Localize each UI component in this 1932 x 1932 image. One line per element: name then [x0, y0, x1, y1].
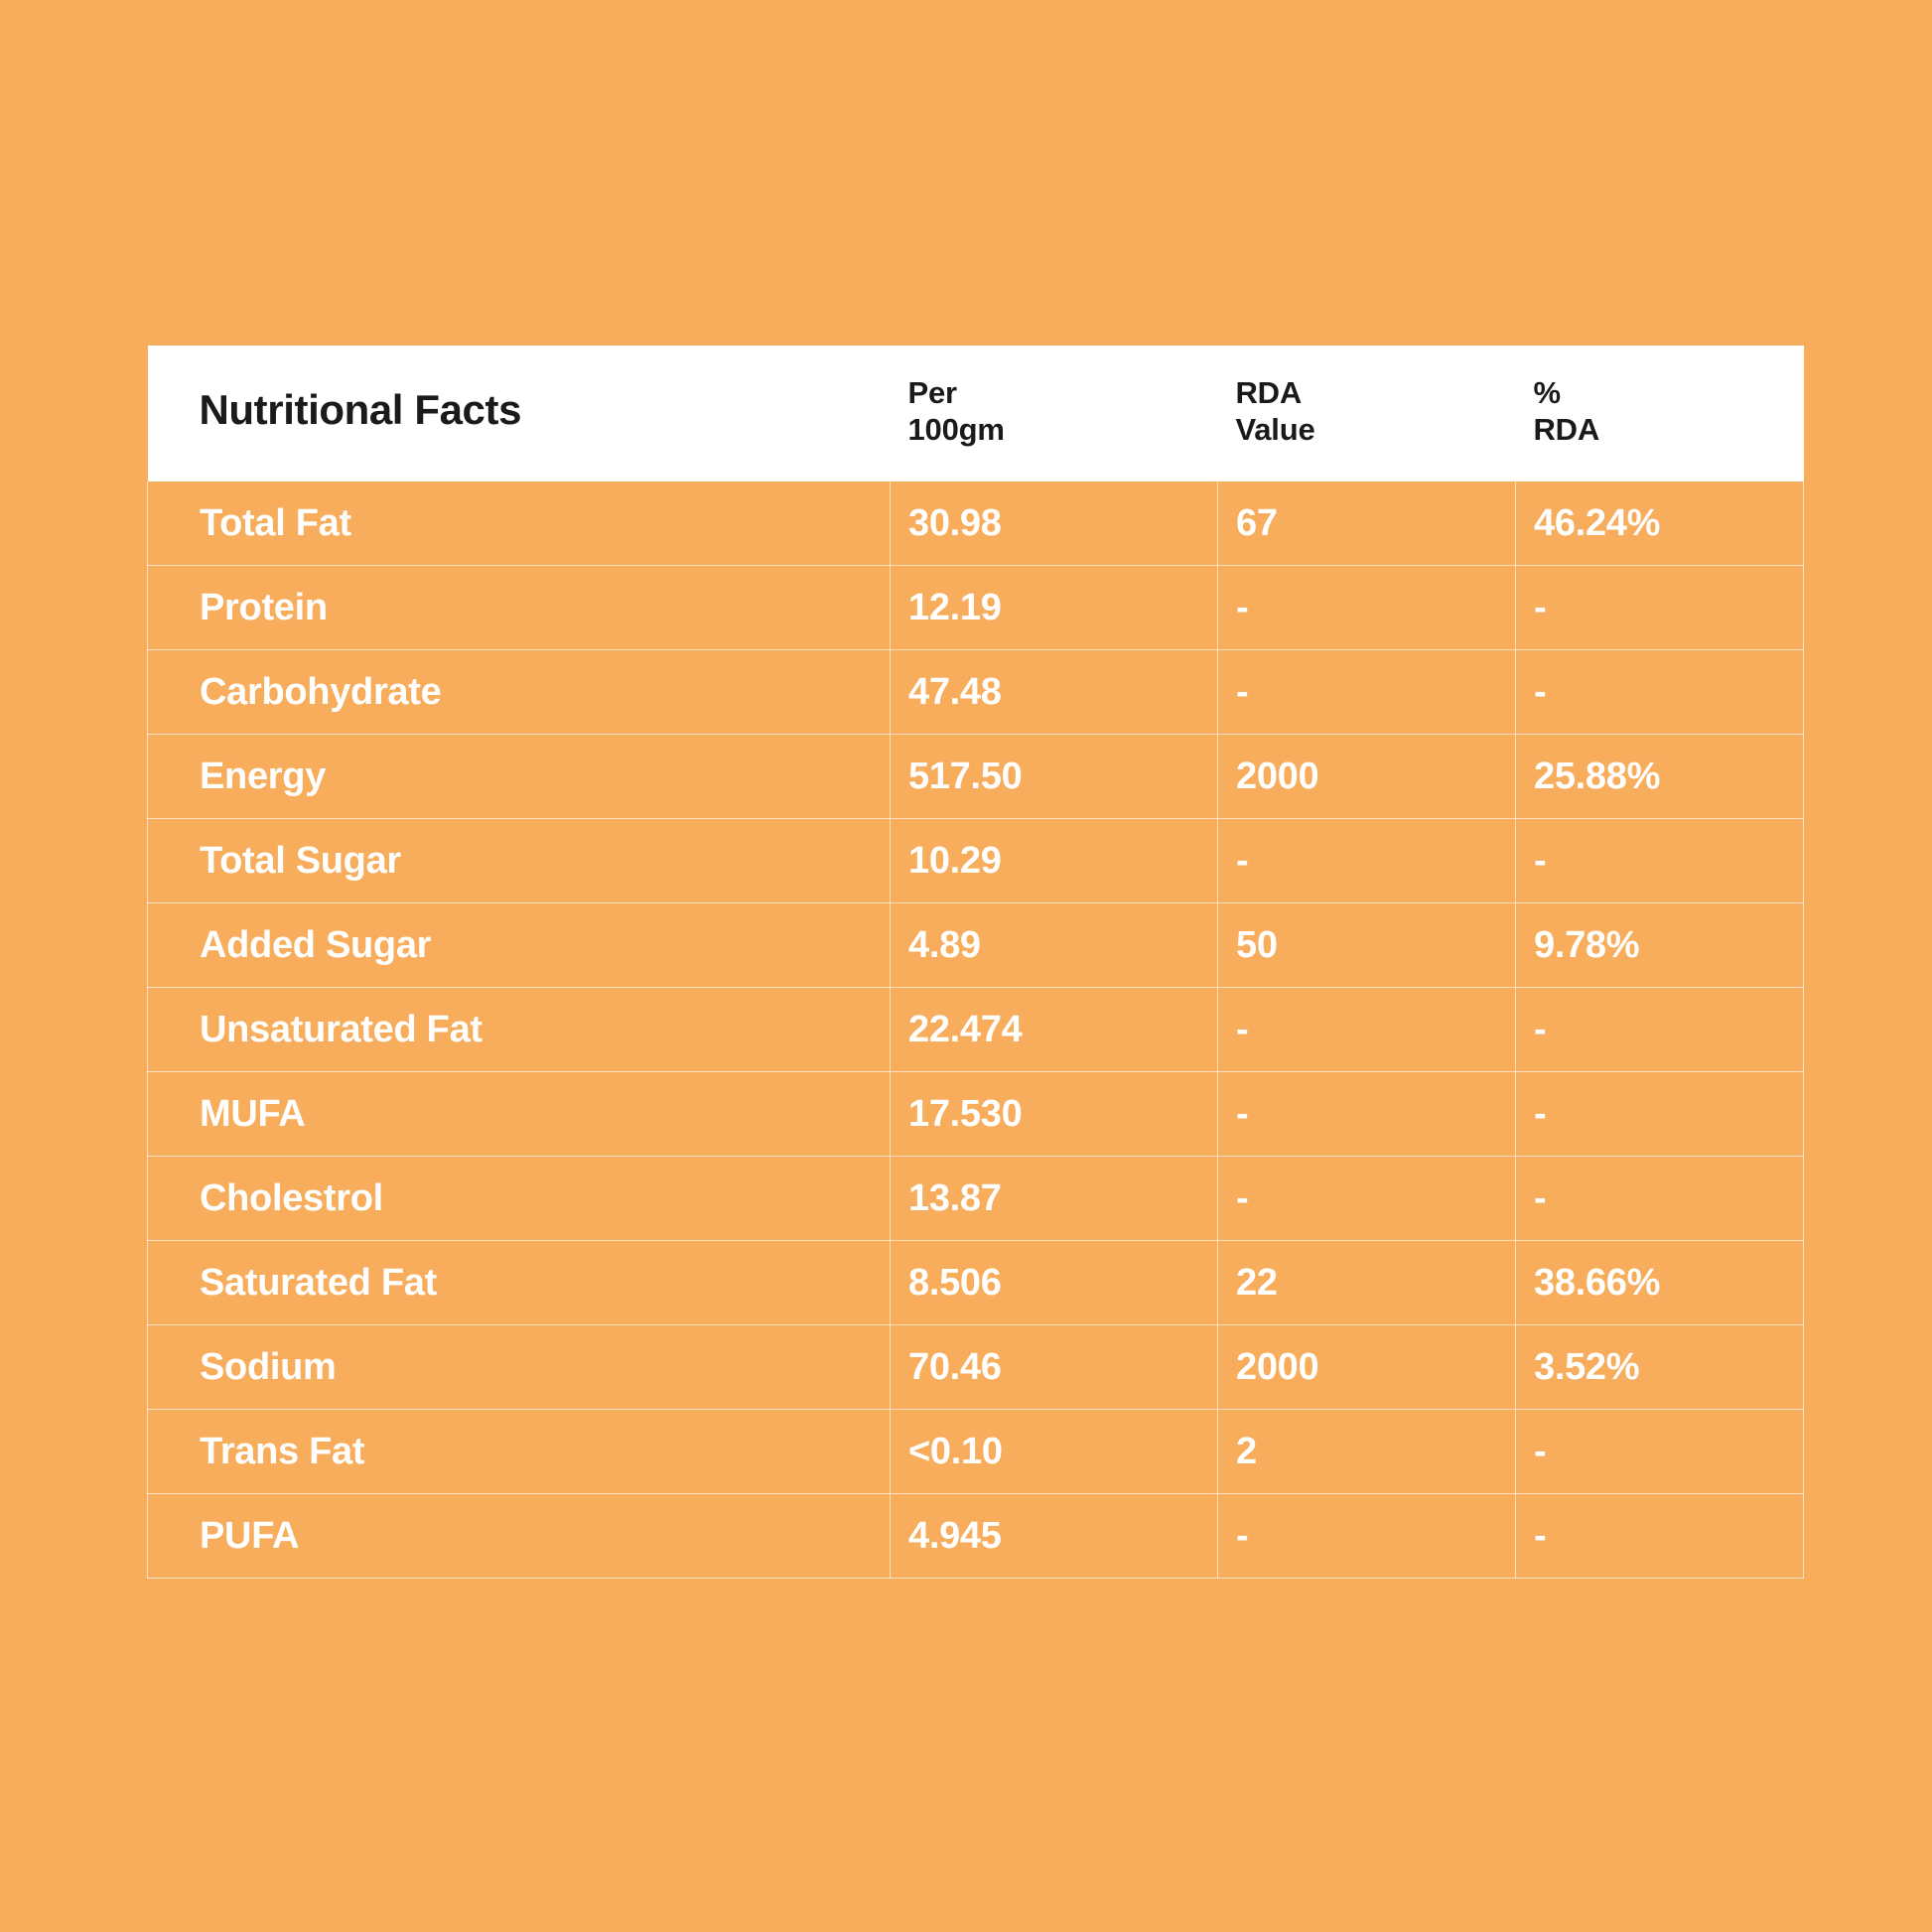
nutrient-per-100gm: 4.945	[891, 1494, 1218, 1579]
table-row	[148, 819, 1804, 903]
column-header-rda-value-line2: Value	[1235, 411, 1315, 447]
table-row	[148, 1157, 1804, 1241]
nutrient-pct-rda: 25.88%	[1516, 735, 1804, 819]
table-row	[148, 1494, 1804, 1579]
column-header-pct-rda	[1516, 345, 1804, 482]
nutrient-name: Unsaturated Fat	[148, 988, 891, 1072]
nutrient-name: Added Sugar	[148, 903, 891, 988]
column-header-rda-value	[1218, 345, 1516, 482]
column-header-rda-value-line1: RDA	[1235, 375, 1303, 410]
nutrient-pct-rda: -	[1516, 988, 1804, 1072]
table-row	[148, 735, 1804, 819]
nutrient-rda-value: 2	[1218, 1410, 1516, 1494]
column-header-per-100gm-line2: 100gm	[907, 411, 1005, 447]
table-row	[148, 1410, 1804, 1494]
table-header-row	[148, 345, 1804, 482]
nutrient-pct-rda: -	[1516, 1494, 1804, 1579]
nutrient-per-100gm: 8.506	[891, 1241, 1218, 1325]
nutrient-per-100gm: 70.46	[891, 1325, 1218, 1410]
nutrient-rda-value: 50	[1218, 903, 1516, 988]
nutrient-name: Total Sugar	[148, 819, 891, 903]
table-row	[148, 1072, 1804, 1157]
table-title: Nutritional Facts	[199, 386, 522, 434]
nutrient-pct-rda: 38.66%	[1516, 1241, 1804, 1325]
table-row	[148, 903, 1804, 988]
table-row	[148, 1241, 1804, 1325]
nutrient-pct-rda: 3.52%	[1516, 1325, 1804, 1410]
nutrient-per-100gm: 517.50	[891, 735, 1218, 819]
nutrient-per-100gm: 12.19	[891, 566, 1218, 650]
table-header	[148, 345, 1804, 482]
nutrient-name: Energy	[148, 735, 891, 819]
nutrient-rda-value: -	[1218, 1494, 1516, 1579]
table-row	[148, 482, 1804, 566]
nutrient-pct-rda: -	[1516, 566, 1804, 650]
nutrient-name: Carbohydrate	[148, 650, 891, 735]
nutrient-rda-value: -	[1218, 650, 1516, 735]
column-header-per-100gm-line1: Per	[907, 375, 957, 410]
nutrient-rda-value: -	[1218, 566, 1516, 650]
nutrient-name: Trans Fat	[148, 1410, 891, 1494]
table-row	[148, 650, 1804, 735]
column-header-pct-rda-line1: %	[1533, 375, 1561, 410]
nutrient-name: PUFA	[148, 1494, 891, 1579]
nutrient-per-100gm: <0.10	[891, 1410, 1218, 1494]
nutrient-rda-value: 2000	[1218, 1325, 1516, 1410]
nutrient-pct-rda: -	[1516, 650, 1804, 735]
nutrient-name: Protein	[148, 566, 891, 650]
column-header-per-100gm	[891, 345, 1218, 482]
table-row	[148, 566, 1804, 650]
table-row	[148, 988, 1804, 1072]
nutrient-per-100gm: 22.474	[891, 988, 1218, 1072]
nutrient-rda-value: -	[1218, 988, 1516, 1072]
column-header-pct-rda-line2: RDA	[1533, 411, 1600, 447]
table-row	[148, 1325, 1804, 1410]
nutrient-per-100gm: 13.87	[891, 1157, 1218, 1241]
nutrient-name: Cholestrol	[148, 1157, 891, 1241]
nutrient-name: Sodium	[148, 1325, 891, 1410]
nutrient-rda-value: -	[1218, 1072, 1516, 1157]
nutrient-name: Total Fat	[148, 482, 891, 566]
nutrition-facts-table	[147, 345, 1804, 1579]
table-body	[148, 482, 1804, 1579]
nutrient-rda-value: -	[1218, 1157, 1516, 1241]
nutrient-pct-rda: -	[1516, 819, 1804, 903]
nutrient-pct-rda: 9.78%	[1516, 903, 1804, 988]
nutrient-rda-value: 67	[1218, 482, 1516, 566]
nutrient-pct-rda: 46.24%	[1516, 482, 1804, 566]
nutrient-pct-rda: -	[1516, 1072, 1804, 1157]
nutrient-per-100gm: 17.530	[891, 1072, 1218, 1157]
nutrient-pct-rda: -	[1516, 1157, 1804, 1241]
nutrient-pct-rda: -	[1516, 1410, 1804, 1494]
nutrient-name: Saturated Fat	[148, 1241, 891, 1325]
nutrient-per-100gm: 10.29	[891, 819, 1218, 903]
nutrient-per-100gm: 30.98	[891, 482, 1218, 566]
nutrient-rda-value: 2000	[1218, 735, 1516, 819]
nutrition-table-container	[147, 345, 1803, 1579]
nutrient-rda-value: -	[1218, 819, 1516, 903]
nutrient-per-100gm: 47.48	[891, 650, 1218, 735]
nutrient-per-100gm: 4.89	[891, 903, 1218, 988]
nutrient-rda-value: 22	[1218, 1241, 1516, 1325]
nutrient-name: MUFA	[148, 1072, 891, 1157]
